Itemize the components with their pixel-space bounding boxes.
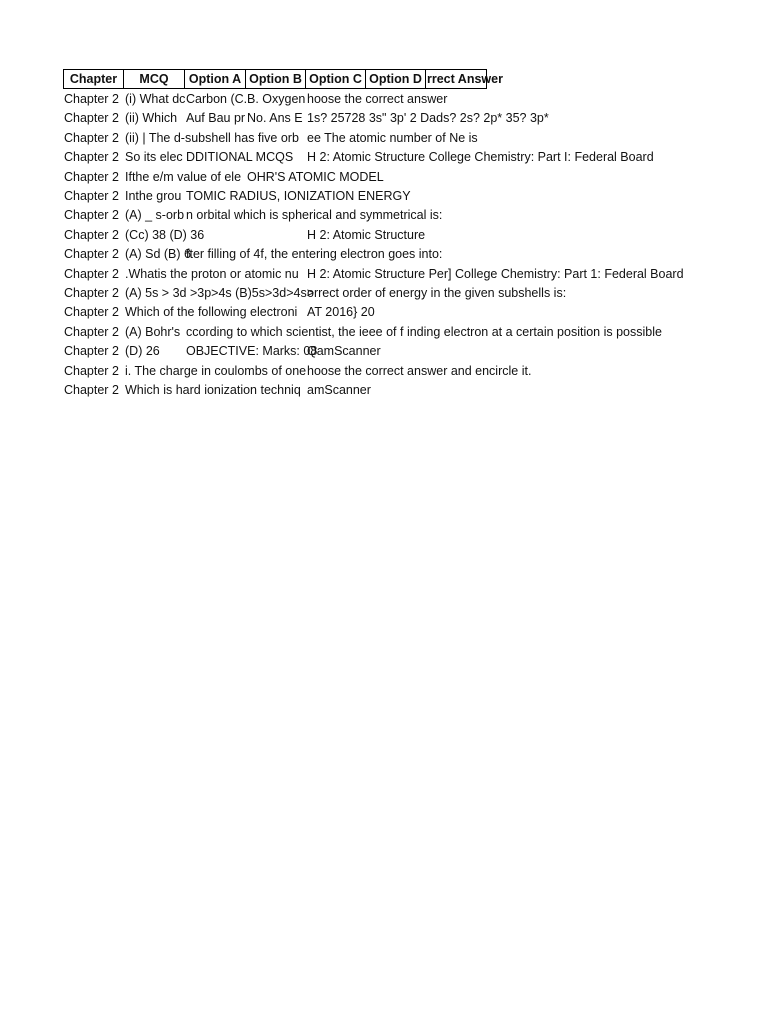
- table-cell[interactable]: H 2: Atomic Structure College Chemistry: Part I: Federal Board: [307, 150, 654, 165]
- table-cell[interactable]: (A) Sd (B) 6: [125, 247, 191, 262]
- header-correct-answer[interactable]: rrect Answer: [425, 69, 487, 89]
- chapter-cell[interactable]: Chapter 2: [64, 247, 119, 262]
- table-row: [63, 148, 703, 167]
- table-cell[interactable]: B. Oxygen: [247, 92, 306, 106]
- chapter-cell[interactable]: Chapter 2: [64, 286, 119, 300]
- table-cell[interactable]: H 2: Atomic Structure Per] College Chemistry: Part 1: Federal Board: [307, 266, 684, 281]
- table-row: [63, 109, 703, 128]
- table-cell[interactable]: n orbital which is spherical and symmetrical is:: [186, 208, 443, 223]
- chapter-cell[interactable]: Chapter 2: [64, 208, 119, 223]
- table-cell[interactable]: No. Ans E: [247, 111, 303, 126]
- chapter-cell[interactable]: Chapter 2: [64, 169, 119, 184]
- table-cell[interactable]: (i) What dc: [125, 92, 186, 106]
- table-cell[interactable]: (A) _ s-orb: [125, 208, 185, 223]
- chapter-cell[interactable]: Chapter 2: [64, 189, 119, 203]
- table-row: [63, 265, 703, 284]
- table-cell[interactable]: fter filling of 4f, the entering electron goes into:: [186, 247, 443, 262]
- chapter-cell[interactable]: Chapter 2: [64, 344, 119, 359]
- chapter-cell[interactable]: Chapter 2: [64, 111, 119, 126]
- table-cell[interactable]: amScanner: [307, 383, 371, 397]
- table-cell[interactable]: (Cc) 38 (D) 36: [125, 227, 205, 242]
- table-cell[interactable]: .Whatis the proton or atomic nu: [125, 266, 299, 281]
- chapter-cell[interactable]: Chapter 2: [64, 363, 119, 378]
- table-cell[interactable]: (ii) Which: [125, 111, 178, 126]
- table-row: [63, 342, 703, 361]
- chapter-cell[interactable]: Chapter 2: [64, 266, 119, 281]
- chapter-cell[interactable]: Chapter 2: [64, 150, 119, 165]
- table-cell[interactable]: OBJECTIVE: Marks: 08: [186, 344, 318, 359]
- table-cell[interactable]: OHR'S ATOMIC MODEL: [247, 169, 384, 184]
- table-cell[interactable]: TOMIC RADIUS, IONIZATION ENERGY: [186, 189, 411, 203]
- table-row: [63, 323, 703, 342]
- table-cell[interactable]: Auf Bau pr: [186, 111, 246, 126]
- table-cell[interactable]: (A) Bohr's: [125, 324, 181, 339]
- header-option-c[interactable]: Option C: [305, 69, 366, 89]
- table-row: [63, 168, 703, 187]
- chapter-cell[interactable]: Chapter 2: [64, 130, 119, 145]
- chapter-cell[interactable]: Chapter 2: [64, 227, 119, 242]
- table-cell[interactable]: i. The charge in coulombs of one: [125, 363, 307, 378]
- table-cell[interactable]: AT 2016} 20: [307, 305, 375, 320]
- header-option-b[interactable]: Option B: [245, 69, 306, 89]
- table-cell[interactable]: hoose the correct answer: [307, 92, 448, 106]
- table-cell[interactable]: H 2: Atomic Structure: [307, 227, 426, 242]
- header-option-a[interactable]: Option A: [184, 69, 246, 89]
- table-cell[interactable]: (ii) | The d-subshell has five orb: [125, 130, 299, 145]
- table-row: [63, 90, 703, 109]
- header-chapter[interactable]: Chapter: [63, 69, 124, 89]
- header-row: [63, 69, 703, 88]
- table-cell[interactable]: QamScanner: [307, 344, 381, 359]
- table-cell[interactable]: (A) 5s > 3d >3p>4s (B)5s>3d>4s>: [125, 286, 315, 300]
- table-cell[interactable]: ccording to which scientist, the ieee of f inding electron at a certain position is possible: [186, 324, 662, 339]
- chapter-cell[interactable]: Chapter 2: [64, 324, 119, 339]
- table-cell[interactable]: hoose the correct answer and encircle it.: [307, 363, 532, 378]
- table-cell[interactable]: 1s? 25728 3s" 3p' 2 Dads? 2s? 2p* 35? 3p*: [307, 111, 549, 126]
- table-row: [63, 362, 703, 381]
- table-cell[interactable]: Carbon (C.: [186, 92, 248, 106]
- table-row: [63, 129, 703, 148]
- spreadsheet: [63, 69, 703, 409]
- chapter-cell[interactable]: Chapter 2: [64, 383, 119, 397]
- table-cell[interactable]: Which of the following electroni: [125, 305, 298, 320]
- table-cell[interactable]: DDITIONAL MCQS: [186, 150, 294, 165]
- table-row: [63, 303, 703, 322]
- table-row: [63, 226, 703, 245]
- table-row: [63, 284, 703, 303]
- table-row: [63, 245, 703, 264]
- table-cell[interactable]: Inthe grou: [125, 189, 182, 203]
- table-cell[interactable]: So its elec: [125, 150, 183, 165]
- table-cell[interactable]: Which is hard ionization techniq: [125, 383, 301, 397]
- chapter-cell[interactable]: Chapter 2: [64, 305, 119, 320]
- chapter-cell[interactable]: Chapter 2: [64, 92, 119, 106]
- table-row: [63, 187, 703, 206]
- header-option-d[interactable]: Option D: [365, 69, 426, 89]
- table-row: [63, 206, 703, 225]
- table-cell[interactable]: (D) 26: [125, 344, 160, 359]
- table-cell[interactable]: Ifthe e/m value of ele: [125, 169, 242, 184]
- table-cell[interactable]: orrect order of energy in the given subshells is:: [307, 286, 567, 300]
- table-cell[interactable]: ee The atomic number of Ne is: [307, 130, 478, 145]
- table-row: [63, 381, 703, 400]
- header-mcq[interactable]: MCQ: [123, 69, 185, 89]
